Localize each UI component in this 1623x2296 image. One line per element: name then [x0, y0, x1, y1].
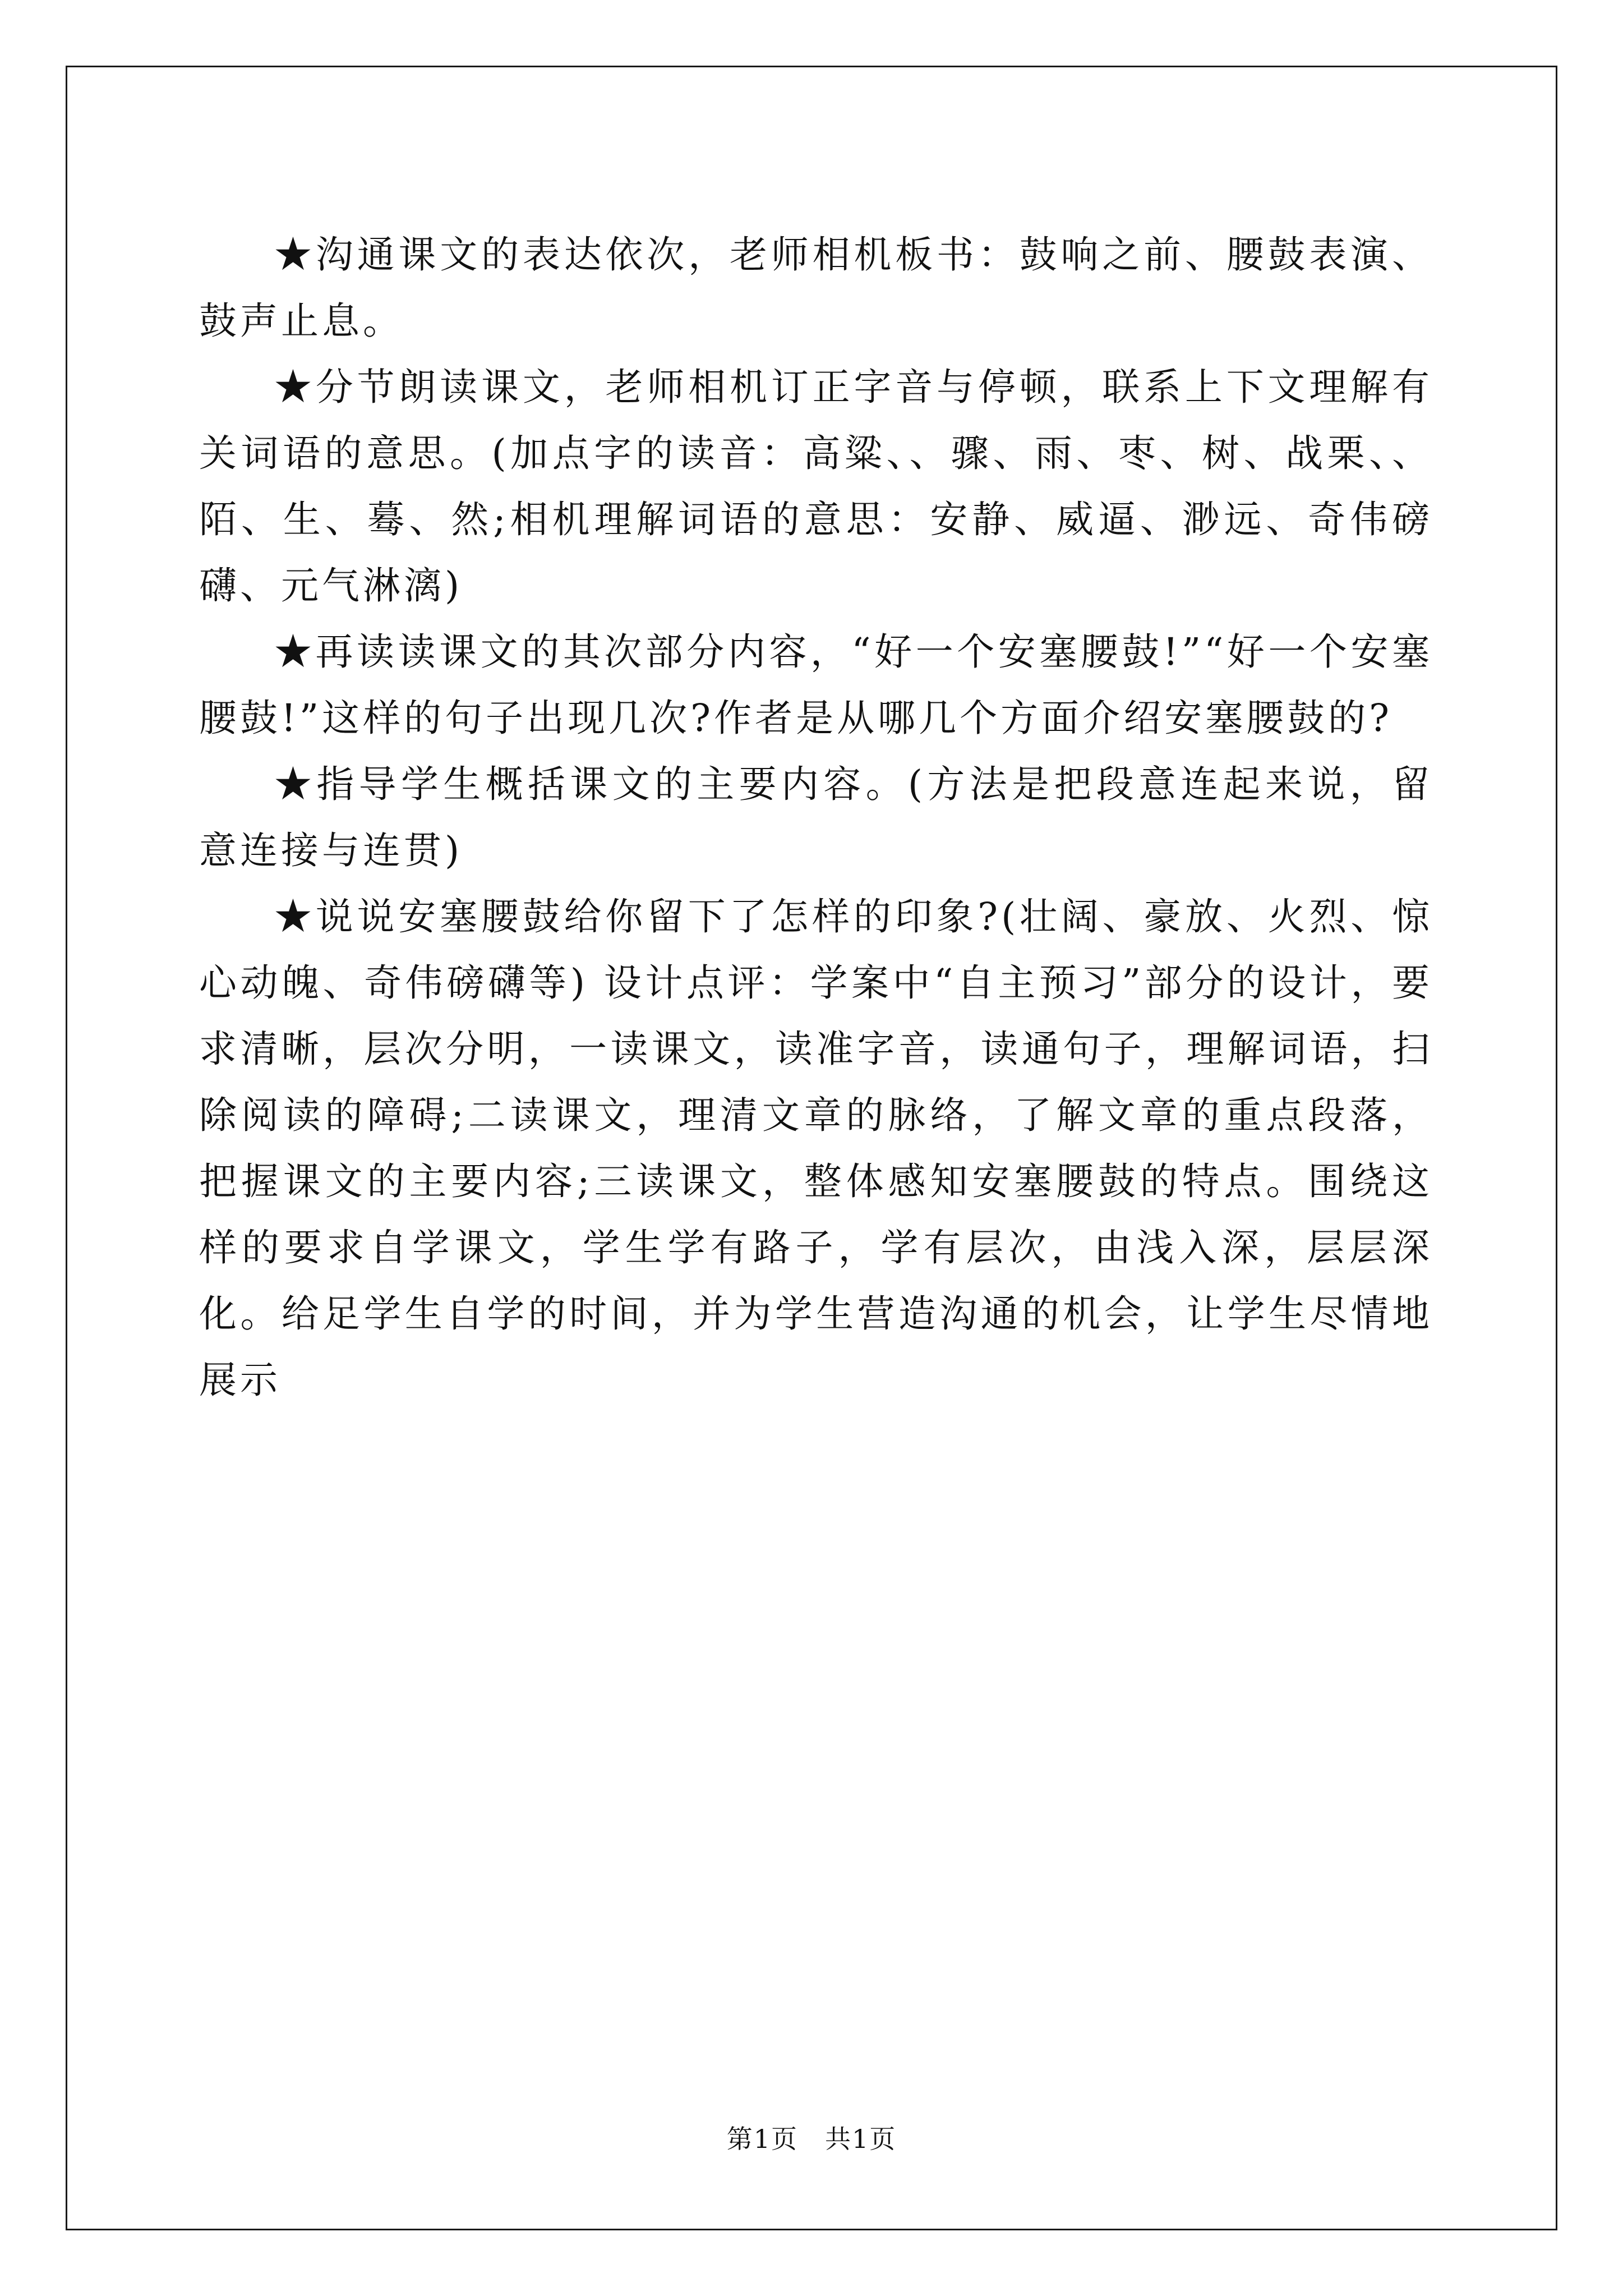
document-body — [199, 222, 1433, 1413]
paragraph-5: ★说说安塞腰鼓给你留下了怎样的印象?(壮阔、豪放、火烈、惊心动魄、奇伟磅礴等) 设计点评：学案中“自主预习”部分的设计，要求清晰，层次分明，一读课文，读准字音，读通句子，理解词语，扫除阅读的障碍;二读课文，理清文章的脉络，了解文章的重点段落，把握课文的主要内容;三读课文，整体感知安塞腰鼓的特点。围绕这样的要求自学课文，学生学有路子，学有层次，由浅入深，层层深化。给足学生自学的时间，并为学生营造沟通的机会，让学生尽情地展示 — [199, 895, 1433, 1402]
paragraph-1: ★沟通课文的表达依次，老师相机板书：鼓响之前、腰鼓表演、鼓声止息。 — [199, 233, 1433, 343]
paragraph-2: ★分节朗读课文，老师相机订正字音与停顿，联系上下文理解有关词语的意思。(加点字的读音：高粱、、骤、雨、枣、树、战栗、、陌、生、蓦、然;相机理解词语的意思：安静、威逼、渺远、奇伟磅礴、元气淋漓) — [199, 365, 1433, 608]
page-number-footer: 第1页 共1页 — [726, 2124, 897, 2154]
paragraph-4: ★指导学生概括课文的主要内容。(方法是把段意连起来说，留意连接与连贯) — [199, 762, 1433, 872]
paragraph-3: ★再读读课文的其次部分内容，“好一个安塞腰鼓!”“好一个安塞腰鼓!”这样的句子出现几次?作者是从哪几个方面介绍安塞腰鼓的? — [199, 630, 1433, 740]
